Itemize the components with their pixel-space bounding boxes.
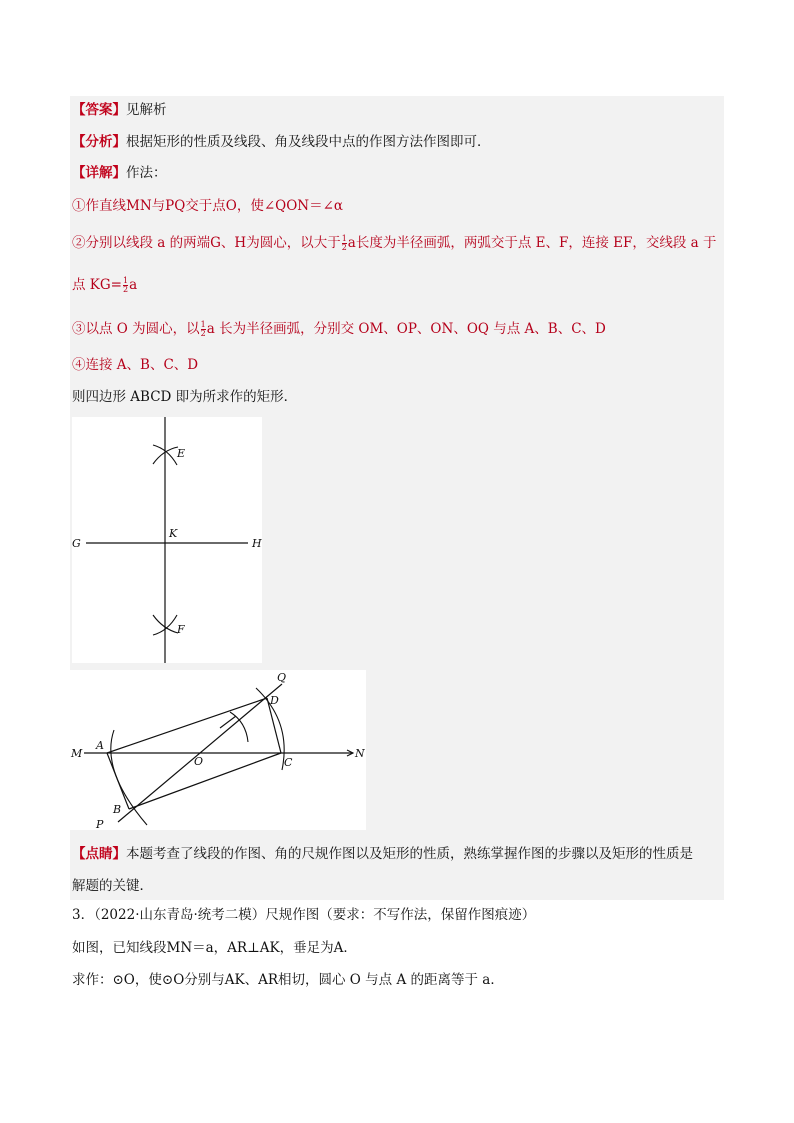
figure-1-svg xyxy=(72,417,262,663)
analysis-line xyxy=(72,132,491,152)
step-4: ④连接 A、B、C、D xyxy=(72,357,199,373)
analysis-text: 根据矩形的性质及线段、角及线段中点的作图方法作图即可． xyxy=(126,134,491,150)
comment-text-1: 本题考查了线段的作图、角的尺规作图以及矩形的性质，熟练掌握作图的步骤以及矩形的性质是 xyxy=(126,846,693,862)
fraction-variable-kg: a xyxy=(129,277,138,293)
step-2-part-a: ②分别以线段 a 的两端G、H为圆心，以大于 xyxy=(72,235,341,251)
fraction-half-kg xyxy=(123,277,128,294)
answer-line xyxy=(72,100,167,120)
label-p: P xyxy=(96,818,104,830)
detail-line xyxy=(72,163,167,183)
answer-tag: 【答案】 xyxy=(72,102,126,118)
step-2-continued xyxy=(72,275,137,295)
comment-tag: 【点睛】 xyxy=(72,846,126,862)
label-c: C xyxy=(284,756,293,769)
fraction-variable-radius: a xyxy=(206,321,215,337)
label-f: F xyxy=(177,623,185,636)
label-k: K xyxy=(169,527,178,540)
angle-arc xyxy=(230,712,248,742)
step-2-part-b: 长度为半径画弧，两弧交于点 E、F，连接 EF，交线段 a 于 xyxy=(355,235,717,251)
label-h: H xyxy=(252,537,262,550)
step-2 xyxy=(72,233,717,253)
figure-rectangle-construction xyxy=(70,670,366,830)
question-3-given: 如图，已知线段MN＝a，AR⊥AK，垂足为A． xyxy=(72,940,357,956)
analysis-tag: 【分析】 xyxy=(72,134,126,150)
step-1: ①作直线MN与PQ交于点O，使∠QON＝∠α xyxy=(72,198,344,214)
label-d: D xyxy=(270,694,279,707)
step-2-part-c: 点 KG= xyxy=(72,277,122,293)
fraction-denominator-radius: 2 xyxy=(200,329,206,338)
side-cb xyxy=(129,753,281,809)
conclusion: 则四边形 ABCD 即为所求作的矩形． xyxy=(72,389,298,405)
label-m: M xyxy=(71,747,83,760)
fraction-numerator-kg: 1 xyxy=(122,276,129,285)
label-g: G xyxy=(72,537,81,550)
question-3-task: 求作：⊙O，使⊙O分别与AK、AR相切，圆心 O 与点 A 的距离等于 a． xyxy=(72,972,504,988)
detail-text: 作法： xyxy=(126,165,167,181)
label-b: B xyxy=(113,803,122,816)
step-3-part-b: 长为半径画弧，分别交 OM、OP、ON、OQ 与点 A、B、C、D xyxy=(214,321,606,337)
fraction-half-radius xyxy=(201,321,206,338)
label-e: E xyxy=(177,447,186,460)
comment-line-1 xyxy=(72,844,693,864)
figure-perpendicular-bisector xyxy=(72,417,262,663)
label-q: Q xyxy=(277,671,287,684)
angle-mark xyxy=(220,716,236,728)
figure-2-svg xyxy=(70,670,366,830)
step-3 xyxy=(72,319,606,339)
detail-tag: 【详解】 xyxy=(72,165,126,181)
label-o: O xyxy=(194,755,204,768)
fraction-half xyxy=(342,235,347,252)
comment-line-2: 解题的关键． xyxy=(72,878,153,894)
fraction-denominator: 2 xyxy=(341,243,347,252)
fraction-denominator-kg: 2 xyxy=(122,285,129,294)
label-n: N xyxy=(355,747,365,760)
fraction-numerator: 1 xyxy=(341,234,347,243)
fraction-numerator-radius: 1 xyxy=(200,320,206,329)
answer-text: 见解析 xyxy=(126,102,167,118)
question-3-header: 3．（2022·山东青岛·统考二模）尺规作图（要求：不写作法，保留作图痕迹） xyxy=(72,907,536,923)
fraction-variable: a xyxy=(347,235,356,251)
label-a: A xyxy=(96,739,104,752)
step-3-part-a: ③以点 O 为圆心，以 xyxy=(72,321,200,337)
